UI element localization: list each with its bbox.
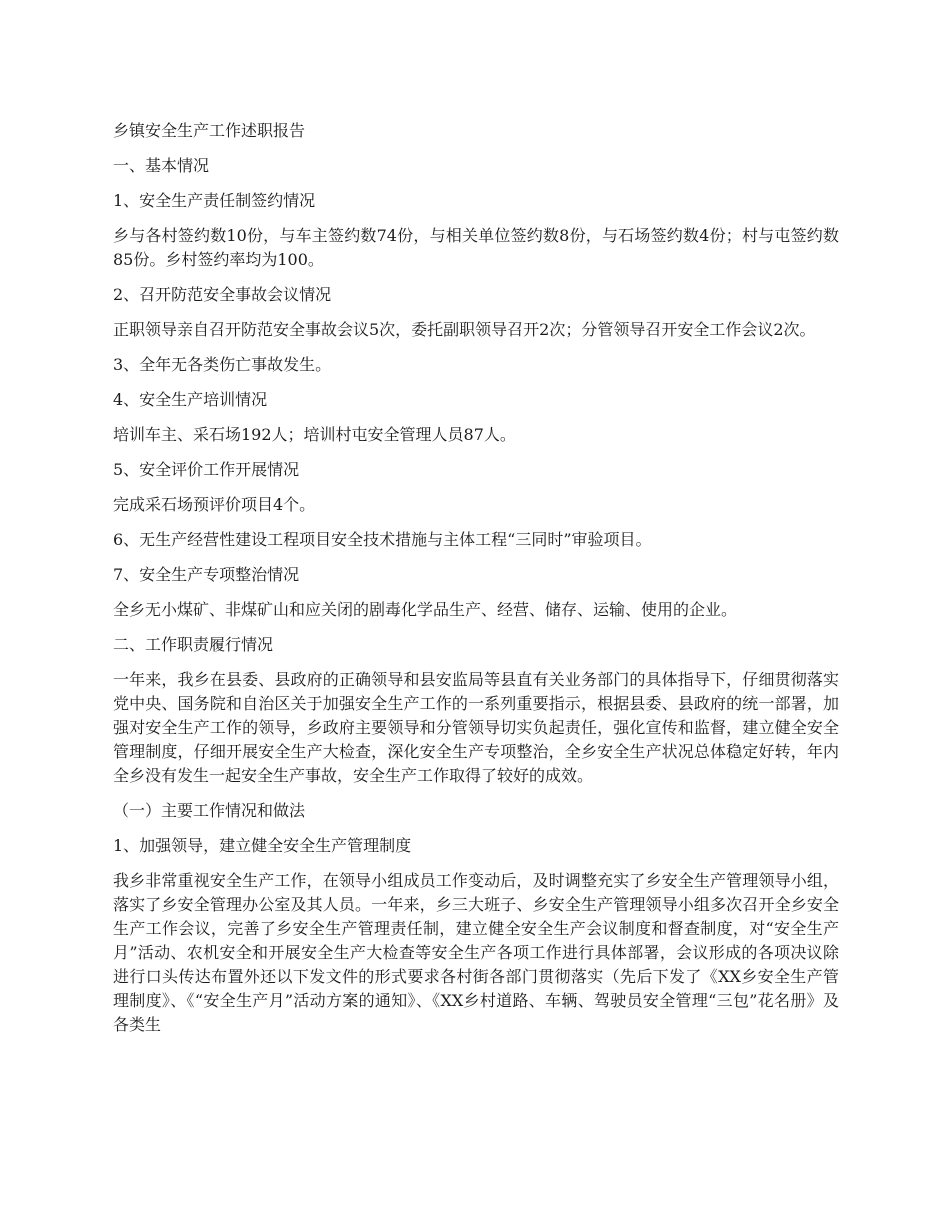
subsection-heading: （一）主要工作情况和做法 bbox=[113, 801, 306, 820]
subsection-heading: 2、召开防范安全事故会议情况 bbox=[113, 285, 332, 304]
body-paragraph: 完成采石场预评价项目4个。 bbox=[113, 495, 316, 514]
section-heading-basic-info: 一、基本情况 bbox=[113, 156, 210, 175]
section-heading-duties: 二、工作职责履行情况 bbox=[113, 635, 274, 654]
subsection-heading: 5、安全评价工作开展情况 bbox=[113, 460, 300, 479]
subsection-heading: 6、无生产经营性建设工程项目安全技术措施与主体工程“三同时”审验项目。 bbox=[113, 530, 652, 549]
body-paragraph: 全乡无小煤矿、非煤矿山和应关闭的剧毒化学品生产、经营、储存、运输、使用的企业。 bbox=[113, 600, 738, 619]
subsection-heading: 4、安全生产培训情况 bbox=[113, 390, 268, 409]
subsection-heading: 3、全年无各类伤亡事故发生。 bbox=[113, 355, 332, 374]
body-paragraph: 我乡非常重视安全生产工作，在领导小组成员工作变动后，及时调整充实了乡安全生产管理领导小组，落实了乡安全管理办公室及其人员。一年来，乡三大班子、乡安全生产管理领导小组多次召开全乡安全生产工作会议，完善了乡安全生产管理责任制，建立健全安全生产会议制度和督查制度，对“安全生产月”活动、农机安全和开展安全生产大检查等安全生产各项工作进行具体部署，会议形成的各项决议除进行口头传达布置外还以下发文件的形式要求各村街各部门贯彻落实（先后下发了《XX乡安全生产管理制度》、《“安全生产月”活动方案的通知》、《XX乡村道路、车辆、驾驶员安全管理“三包”花名册》及各类生 bbox=[113, 871, 839, 1034]
body-paragraph: 乡与各村签约数10份，与车主签约数74份，与相关单位签约数8份，与石场签约数4份；村与屯签约数85份。乡村签约率均为100。 bbox=[113, 226, 839, 269]
document-title: 乡镇安全生产工作述职报告 bbox=[113, 121, 306, 140]
subsection-heading: 1、加强领导，建立健全安全生产管理制度 bbox=[113, 836, 412, 855]
subsection-heading: 7、安全生产专项整治情况 bbox=[113, 565, 300, 584]
body-paragraph: 培训车主、采石场192人；培训村屯安全管理人员87人。 bbox=[113, 425, 516, 444]
body-paragraph: 正职领导亲自召开防范安全事故会议5次，委托副职领导召开2次；分管领导召开安全工作会议2次。 bbox=[113, 320, 816, 339]
body-paragraph: 一年来，我乡在县委、县政府的正确领导和县安监局等县直有关业务部门的具体指导下，仔细贯彻落实党中央、国务院和自治区关于加强安全生产工作的一系列重要指示，根据县委、县政府的统一部署，加强对安全生产工作的领导，乡政府主要领导和分管领导切实负起责任，强化宣传和监督，建立健全安全管理制度，仔细开展安全生产大检查，深化安全生产专项整治，全乡安全生产状况总体稳定好转，年内全乡没有发生一起安全生产事故，安全生产工作取得了较好的成效。 bbox=[113, 670, 839, 785]
subsection-heading: 1、安全生产责任制签约情况 bbox=[113, 191, 316, 210]
document-page bbox=[113, 119, 839, 1048]
